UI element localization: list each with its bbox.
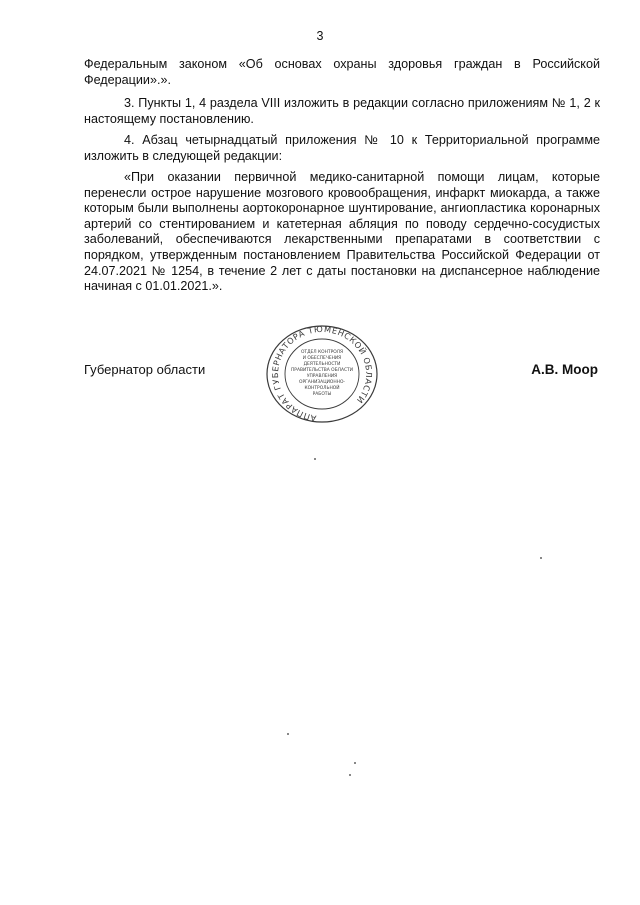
paragraph-item-3: 3. Пункты 1, 4 раздела VIII изложить в редакции согласно приложениям № 1, 2 к настоящему постановлению. [84, 96, 600, 126]
scan-speck [349, 774, 351, 776]
scan-speck [354, 762, 356, 764]
scan-speck [314, 458, 316, 460]
signer-name: А.В. Моор [531, 362, 598, 377]
signer-title: Губернатор области [84, 362, 206, 377]
official-stamp [262, 324, 382, 424]
stamp-graphic [262, 324, 382, 424]
stamp-inner-line: ПРАВИТЕЛЬСТВА ОБЛАСТИ [291, 368, 353, 373]
stamp-inner-line: УПРАВЛЕНИЯ [306, 374, 338, 379]
stamp-inner-line: И ОБЕСПЕЧЕНИЯ [302, 356, 342, 361]
paragraph-item-4: 4. Абзац четырнадцатый приложения № 10 к Территориальной программе изложить в следующей редакции: [84, 133, 600, 163]
paragraph-continuation: Федеральным законом «Об основах охраны здоровья граждан в Российской Федерации».». [84, 57, 600, 87]
stamp-inner-line: РАБОТЫ [312, 392, 332, 397]
scan-speck [287, 733, 289, 735]
stamp-inner-line: КОНТРОЛЬНОЙ [304, 386, 340, 391]
stamp-inner-line: ДЕЯТЕЛЬНОСТИ [303, 362, 341, 367]
stamp-outer-text: АППАРАТ ГУБЕРНАТОРА ТЮМЕНСКОЙ ОБЛАСТИ [269, 324, 375, 424]
page-number: 3 [316, 29, 324, 43]
stamp-inner-line: ОТДЕЛ КОНТРОЛЯ [300, 350, 344, 355]
stamp-inner-line: ОРГАНИЗАЦИОННО- [299, 380, 345, 385]
quoted-paragraph: «При оказании первичной медико-санитарной помощи лицам, которые перенесли острое нарушение мозгового кровообращения, инфаркт миокарда, а также которым были выполнены аортокоронарное шунтирование, ангиопластика коронарных артерий со стентированием и катетерная абляция по поводу сердечно-сосудистых заболеваний, обеспечиваются лекарственными препаратами в соответствии с порядком, утвержденным постановлением Правительства Российской Федерации от 24.07.2021 № 1254, в течение 2 лет с даты постановки на диспансерное наблюдение начиная с 01.01.2021.». [84, 170, 600, 294]
scan-speck [540, 557, 542, 559]
